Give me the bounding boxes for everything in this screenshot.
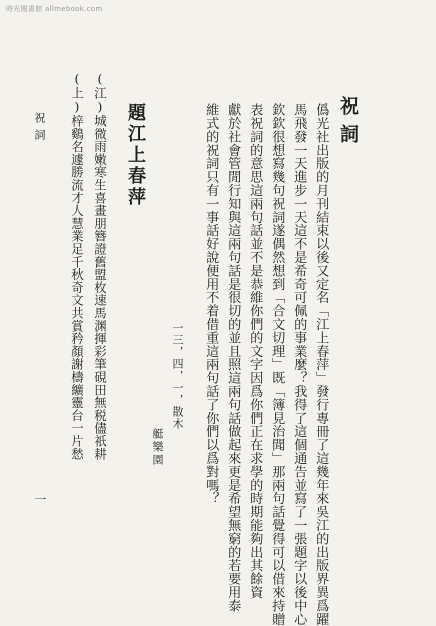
congrats-signature: 艇樂園 [151, 428, 164, 467]
congrats-line-1: 僞光社出版的月刊結束以後又定名「江上春萍」發行專冊了這幾年來吳江的出版界異爲躍 [313, 103, 329, 626]
page-number: 一 [33, 493, 47, 505]
poem-line-2: (上)梓鷄名遽勝流才人慧業足千秋奇文共賞矜顏謝檮纊靈台一片愁 [69, 71, 85, 461]
congrats-title: 祝詞 [337, 96, 359, 152]
congrats-line-3: 欽欽很想寫幾句祝詞遂偶然想到「合文切理」既「簿見治聞」那兩句話覺得可以借來持贈 [269, 103, 285, 626]
congrats-line-6: 維式的祝詞只有一事話好說便用不着借重這兩句話了你們以爲對嗎？ [203, 103, 219, 505]
site-watermark: 時光閱書館 allmebook.com [6, 5, 103, 13]
congrats-line-4: 表祝詞的意思這兩句話並不是恭維你們的文字因爲你們正在求學的時期能夠出其餘資 [247, 103, 263, 599]
poem-title: 題江上春萍 [125, 103, 146, 208]
congrats-date: 一三，四，一，散木 [171, 322, 184, 430]
running-section-label: 祝詞 [33, 112, 46, 146]
congrats-line-2: 馬飛發一天進步一天這不是希奇可佩的事業麼？我得了這個通告並寫了一張題字以後中心 [291, 103, 307, 626]
poem-line-1: (江)城微雨嫩寒生喜畫朋簪證舊盟枚速馬渊揮彩筆硯田無税儘祇耕 [92, 71, 108, 461]
congrats-line-5: 獻於社會管閒行知與這兩句話是很切的並且照這兩句話做起來更是希望無窮的若要用泰 [225, 103, 241, 613]
